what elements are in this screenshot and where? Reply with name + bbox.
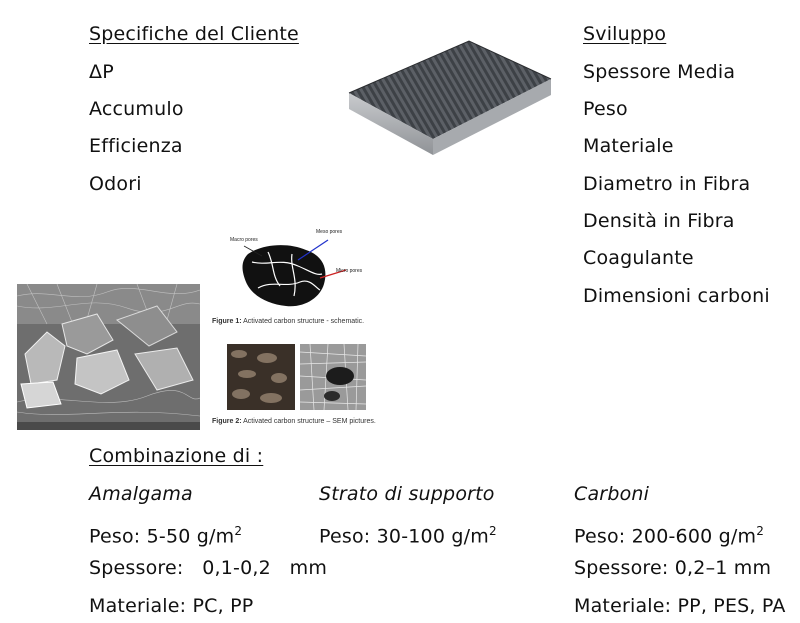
- meso-pores-label: Meso pores: [316, 229, 343, 235]
- spec-item-accumulo: Accumulo: [89, 98, 184, 120]
- carboni-weight: [574, 520, 764, 547]
- sem-picture-left: [227, 344, 295, 410]
- amalgama-title: Amalgama: [89, 483, 193, 505]
- dev-item-materiale: Materiale: [583, 135, 674, 157]
- dev-item-densita: Densità in Fibra: [583, 210, 735, 232]
- sem-carbon-photo: [17, 284, 200, 430]
- development-heading: Sviluppo: [583, 23, 667, 45]
- amalgama-weight-sup: 2: [234, 524, 243, 538]
- sem-picture-right: [300, 344, 366, 410]
- dev-item-coagulante: Coagulante: [583, 247, 694, 269]
- spec-item-odori: Odori: [89, 173, 142, 195]
- specs-heading: Specifiche del Cliente: [89, 23, 299, 45]
- figure-1-caption-text: Activated carbon structure - schematic.: [243, 318, 365, 325]
- amalgama-weight: [89, 520, 242, 547]
- figure-1-caption: [212, 318, 364, 325]
- dev-item-peso: Peso: [583, 98, 628, 120]
- carbon-filter-image: [345, 35, 555, 175]
- carboni-thickness: Spessore: 0,2–1 mm: [574, 557, 772, 579]
- figure-2-caption-text: Activated carbon structure – SEM pictures.: [243, 418, 376, 425]
- amalgama-weight-text: Peso: 5-50 g/m: [89, 525, 235, 548]
- dev-item-dimensioni: Dimensioni carboni: [583, 285, 770, 307]
- combination-heading: Combinazione di :: [89, 445, 264, 467]
- micro-pores-label: Micro pores: [336, 268, 363, 274]
- spec-item-efficienza: Efficienza: [89, 135, 183, 157]
- dev-item-diametro: Diametro in Fibra: [583, 173, 751, 195]
- figure-1-caption-label: Figure 1:: [212, 318, 242, 325]
- figure-2-caption: [212, 418, 376, 425]
- spec-item-delta-p: ΔP: [89, 61, 114, 83]
- amalgama-material: Materiale: PC, PP: [89, 595, 254, 617]
- macro-pores-label: Macro pores: [230, 237, 258, 243]
- support-layer-weight-text: Peso: 30-100 g/m: [319, 525, 489, 548]
- amalgama-thickness: Spessore: 0,1-0,2 mm: [89, 557, 328, 579]
- support-layer-weight: [319, 520, 497, 547]
- support-layer-title: Strato di supporto: [319, 483, 495, 505]
- carboni-weight-text: Peso: 200-600 g/m: [574, 525, 757, 548]
- carboni-weight-sup: 2: [756, 524, 765, 538]
- support-layer-weight-sup: 2: [488, 524, 497, 538]
- carboni-material: Materiale: PP, PES, PA: [574, 595, 786, 617]
- figure-2-caption-label: Figure 2:: [212, 418, 242, 425]
- carboni-title: Carboni: [574, 483, 650, 505]
- dev-item-spessore: Spessore Media: [583, 61, 736, 83]
